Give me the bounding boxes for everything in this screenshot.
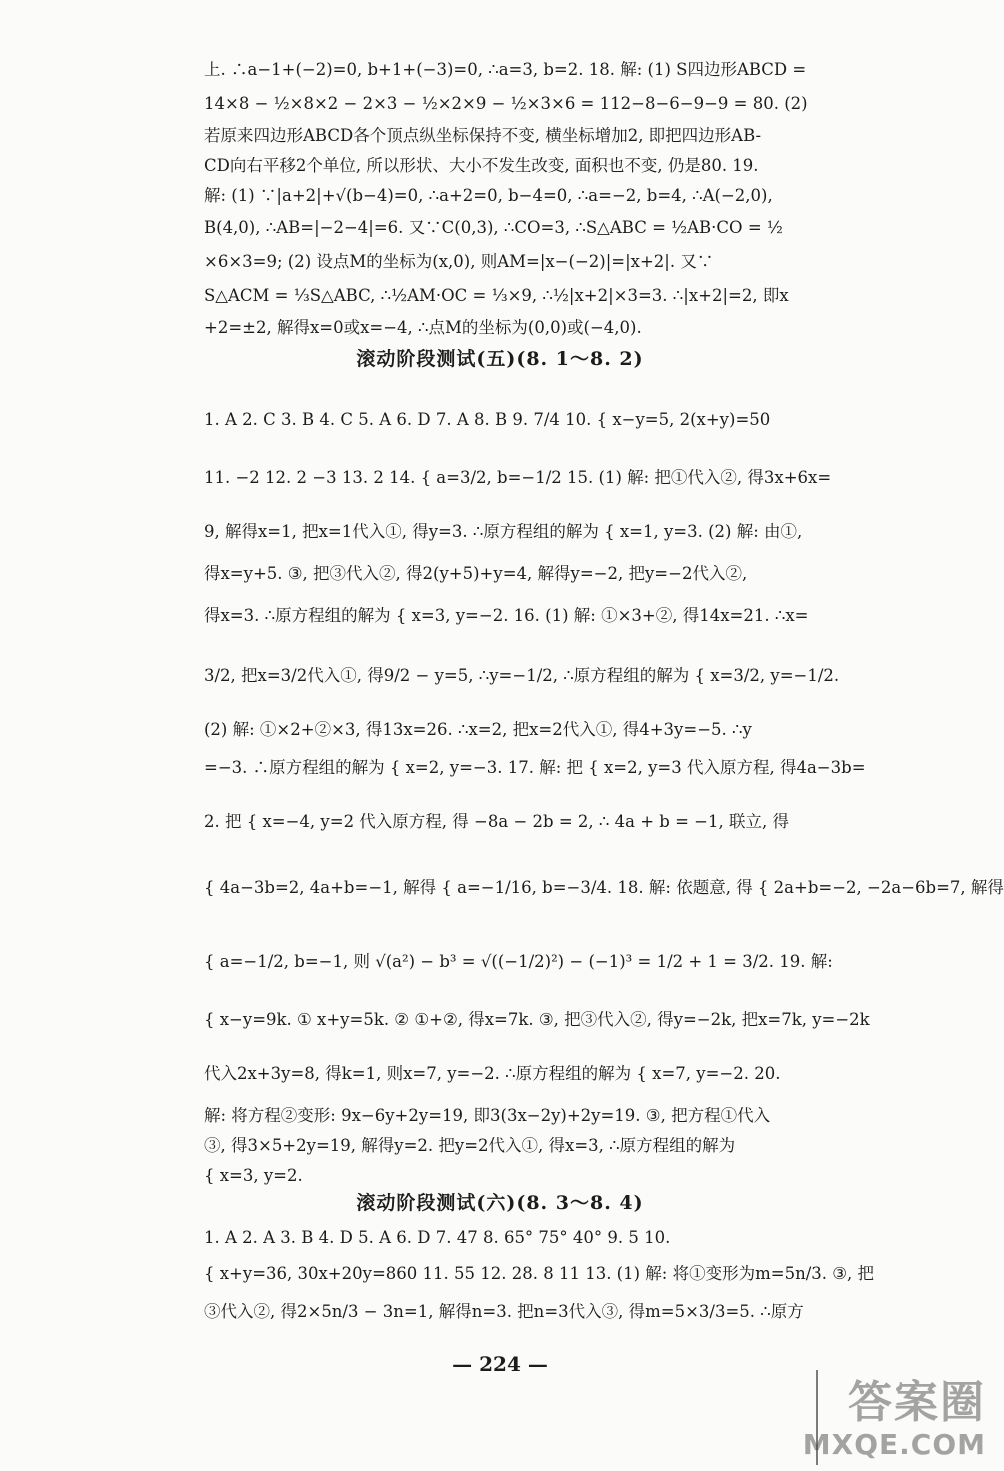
text-line-18: 2. 把 { x=−4, y=2 代入原方程, 得 −8a − 2b = 2, ∴ 4a + b = −1, 联立, 得 — [204, 812, 789, 831]
text-line-28: ③代入②, 得2×5n/3 − 3n=1, 解得n=3. 把n=3代入③, 得m=5×3/3=5. ∴原方 — [204, 1302, 804, 1321]
section-heading-5: 滚动阶段测试(五)(8. 1～8. 2) — [356, 348, 644, 370]
text-line-27: { x+y=36, 30x+20y=860 11. 55 12. 28. 8 11 13. (1) 解: 将①变形为m=5n/3. ③, 把 — [204, 1264, 875, 1283]
text-line-2: 14×8 − ½×8×2 − 2×3 − ½×2×9 − ½×3×6 = 112−8−6−9−9 = 80. (2) — [204, 94, 808, 113]
text-line-20: { a=−1/2, b=−1, 则 √(a²) − b³ = √((−1/2)²) − (−1)³ = 1/2 + 1 = 3/2. 19. 解: — [204, 952, 833, 971]
text-line-12: 9, 解得x=1, 把x=1代入①, 得y=3. ∴原方程组的解为 { x=1, y=3. (2) 解: 由①, — [204, 522, 803, 541]
text-line-8: S△ACM = ⅓S△ABC, ∴½AM·OC = ⅓×9, ∴½|x+2|×3=3. ∴|x+2|=2, 即x — [204, 286, 789, 305]
text-line-3: 若原来四边形ABCD各个顶点纵坐标保持不变, 横坐标增加2, 即把四边形AB- — [204, 126, 762, 145]
watermark-logo — [803, 1378, 986, 1461]
text-line-24: ③, 得3×5+2y=19, 解得y=2. 把y=2代入①, 得x=3, ∴原方程组的解为 — [204, 1136, 736, 1155]
text-line-9: +2=±2, 解得x=0或x=−4, ∴点M的坐标为(0,0)或(−4,0). — [204, 318, 642, 337]
text-line-14: 得x=3. ∴原方程组的解为 { x=3, y=−2. 16. (1) 解: ①×3+②, 得14x=21. ∴x= — [204, 606, 809, 625]
watermark-url: MXQE.COM — [802, 1428, 986, 1461]
text-line-15: 3/2, 把x=3/2代入①, 得9/2 − y=5, ∴y=−1/2, ∴原方程组的解为 { x=3/2, y=−1/2. — [204, 666, 840, 685]
watermark-text: 答案圈 — [848, 1377, 986, 1428]
text-line-25: { x=3, y=2. — [204, 1166, 303, 1185]
text-line-17: =−3. ∴原方程组的解为 { x=2, y=−3. 17. 解: 把 { x=2, y=3 代入原方程, 得4a−3b= — [204, 758, 866, 777]
text-line-23: 解: 将方程②变形: 9x−6y+2y=19, 即3(3x−2y)+2y=19. ③, 把方程①代入 — [204, 1106, 771, 1125]
text-line-1: 上. ∴a−1+(−2)=0, b+1+(−3)=0, ∴a=3, b=2. 18. 解: (1) S四边形ABCD = — [204, 60, 807, 79]
section-heading-6: 滚动阶段测试(六)(8. 3～8. 4) — [356, 1192, 644, 1214]
text-line-5: 解: (1) ∵|a+2|+√(b−4)=0, ∴a+2=0, b−4=0, ∴a=−2, b=4, ∴A(−2,0), — [204, 186, 773, 205]
page-number: — 224 — — [452, 1352, 548, 1376]
text-line-13: 得x=y+5. ③, 把③代入②, 得2(y+5)+y=4, 解得y=−2, 把y=−2代入②, — [204, 564, 748, 583]
text-line-22: 代入2x+3y=8, 得k=1, 则x=7, y=−2. ∴原方程组的解为 { x=7, y=−2. 20. — [204, 1064, 781, 1083]
text-line-26: 1. A 2. A 3. B 4. D 5. A 6. D 7. 47 8. 65° 75° 40° 9. 5 10. — [204, 1228, 671, 1247]
text-line-16: (2) 解: ①×2+②×3, 得13x=26. ∴x=2, 把x=2代入①, 得4+3y=−5. ∴y — [204, 720, 752, 739]
text-line-19: { 4a−3b=2, 4a+b=−1, 解得 { a=−1/16, b=−3/4. 18. 解: 依题意, 得 { 2a+b=−2, −2a−6b=7, 解得 — [204, 878, 1004, 897]
text-line-10: 1. A 2. C 3. B 4. C 5. A 6. D 7. A 8. B 9. 7/4 10. { x−y=5, 2(x+y)=50 — [204, 410, 771, 429]
text-line-21: { x−y=9k. ① x+y=5k. ② ①+②, 得x=7k. ③, 把③代入②, 得y=−2k, 把x=7k, y=−2k — [204, 1010, 870, 1029]
text-line-11: 11. −2 12. 2 −3 13. 2 14. { a=3/2, b=−1/2 15. (1) 解: 把①代入②, 得3x+6x= — [204, 468, 832, 487]
text-line-7: ×6×3=9; (2) 设点M的坐标为(x,0), 则AM=|x−(−2)|=|x+2|. 又∵ — [204, 252, 714, 271]
text-line-6: B(4,0), ∴AB=|−2−4|=6. 又∵C(0,3), ∴CO=3, ∴S△ABC = ½AB·CO = ½ — [204, 218, 783, 237]
text-line-4: CD向右平移2个单位, 所以形状、大小不发生改变, 面积也不变, 仍是80. 19. — [204, 156, 759, 175]
